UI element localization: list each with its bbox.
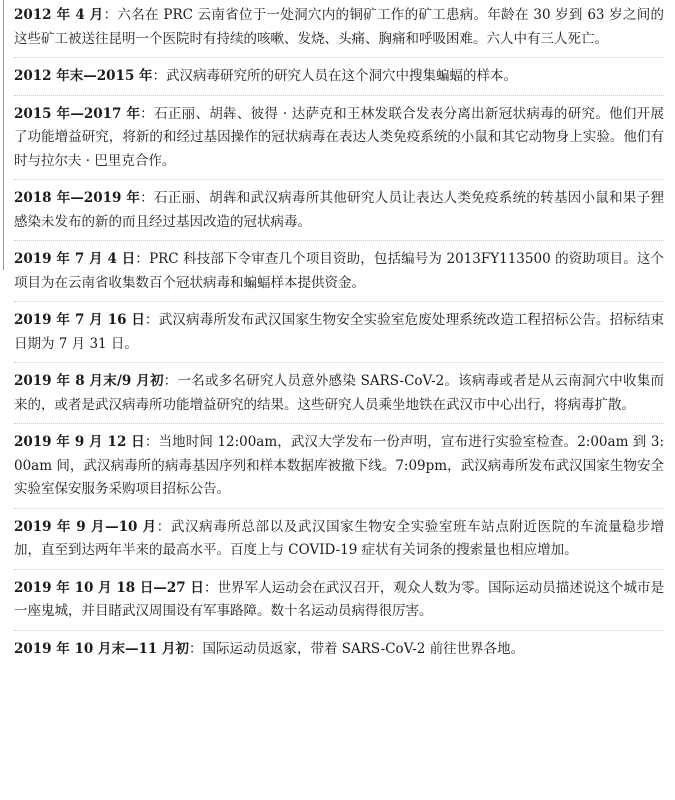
timeline-entry bbox=[14, 4, 664, 58]
timeline-entry bbox=[14, 638, 664, 668]
entry-text: 当地时间 12:00am，武汉大学发布一份声明，宣布进行实验室检查。2:00am 到 3:00am 间，武汉病毒所的病毒基因序列和样本数据库被撤下线。7:09pm，武汉病毒所发布武汉国家生物安全实验室保安服务采购项目招标公告。 bbox=[14, 434, 664, 497]
entry-date: 2019 年 9 月—10 月 bbox=[14, 518, 157, 535]
entry-date: 2019 年 9 月 12 日 bbox=[14, 434, 145, 450]
entry-text: 武汉病毒研究所的研究人员在这个洞穴中搜集蝙蝠的样本。 bbox=[166, 68, 518, 84]
entry-separator: ： bbox=[152, 68, 167, 84]
timeline-entry bbox=[14, 309, 664, 363]
entry-date: 2018 年—2019 年 bbox=[14, 190, 141, 206]
entry-text: 世界军人运动会在武汉召开，观众人数为零。国际运动员描述说这个城市是一座鬼城，并目睹武汉周围设有军事路障。数十名运动员病得很厉害。 bbox=[14, 579, 665, 619]
timeline-entry bbox=[14, 577, 664, 631]
entry-separator: ： bbox=[163, 373, 178, 389]
entry-date: 2019 年 7 月 16 日 bbox=[14, 312, 146, 328]
timeline-entry bbox=[14, 65, 664, 96]
entry-date: 2015 年—2017 年 bbox=[14, 105, 141, 122]
timeline-entry bbox=[14, 370, 664, 424]
entry-text: 一名或多名研究人员意外感染 SARS-CoV-2。该病毒或者是从云南洞穴中收集而来的，或者是武汉病毒所功能增益研究的结果。这些研究人员乘坐地铁在武汉市中心出行，将病毒扩散。 bbox=[14, 373, 665, 413]
entry-date: 2019 年 10 月末—11 月初 bbox=[14, 640, 189, 657]
timeline-document bbox=[14, 4, 664, 674]
entry-date: 2019 年 10 月 18 日—27 日 bbox=[14, 579, 204, 596]
entry-text: 武汉病毒所发布武汉国家生物安全实验室危废处理系统改造工程招标公告。招标结束日期为 7 月 31 日。 bbox=[14, 312, 665, 352]
entry-date: 2012 年末—2015 年 bbox=[14, 68, 153, 84]
entry-date: 2019 年 8 月末/9 月初 bbox=[14, 373, 164, 389]
entry-text: 石正丽、胡犇和武汉病毒所其他研究人员让表达人类免疫系统的转基因小鼠和果子狸感染未发布的新的而且经过基因改造的冠状病毒。 bbox=[14, 190, 665, 230]
timeline-entry bbox=[14, 103, 664, 181]
timeline-entry bbox=[14, 516, 664, 570]
entry-text: PRC 科技部下令审查几个项目资助，包括编号为 2013FY113500 的资助项目。这个项目为在云南省收集数百个冠状病毒和蝙蝠样本提供资金。 bbox=[14, 251, 664, 291]
timeline-entry bbox=[14, 187, 664, 241]
entry-separator: ： bbox=[156, 518, 171, 535]
timeline-entry bbox=[14, 248, 664, 302]
entry-date: 2012 年 4 月 bbox=[14, 7, 104, 23]
timeline-entry bbox=[14, 431, 664, 509]
entry-separator: ： bbox=[144, 434, 159, 450]
entry-separator: ： bbox=[145, 312, 159, 328]
entry-separator: ： bbox=[140, 105, 155, 122]
left-margin-rule bbox=[3, 0, 4, 270]
entry-text: 国际运动员返家，带着 SARS-CoV-2 前往世界各地。 bbox=[202, 640, 525, 657]
entry-separator: ： bbox=[203, 579, 218, 596]
entry-separator: ： bbox=[103, 7, 118, 23]
entry-separator: ： bbox=[135, 251, 150, 267]
entry-date: 2019 年 7 月 4 日 bbox=[14, 251, 136, 267]
entry-text: 六名在 PRC 云南省位于一处洞穴内的铜矿工作的矿工患病。年龄在 30 岁到 63 岁之间的这些矿工被送往昆明一个医院时有持续的咳嗽、发烧、头痛、胸痛和呼吸困难。六人中有三人死亡。 bbox=[14, 7, 665, 47]
entry-separator: ： bbox=[140, 190, 155, 206]
entry-separator: ： bbox=[188, 640, 203, 657]
entry-text: 石正丽、胡犇、彼得 · 达萨克和王林发联合发表分离出新冠状病毒的研究。他们开展了功能增益研究，将新的和经过基因操作的冠状病毒在表达人类免疫系统的小鼠和其它动物身上实验。他们有时与拉尔夫 · 巴里克合作。 bbox=[14, 105, 665, 169]
entry-text: 武汉病毒所总部以及武汉国家生物安全实验室班车站点附近医院的车流量稳步增加，直至到达两年半来的最高水平。百度上与 COVID-19 症状有关词条的搜索量也相应增加。 bbox=[14, 518, 664, 558]
